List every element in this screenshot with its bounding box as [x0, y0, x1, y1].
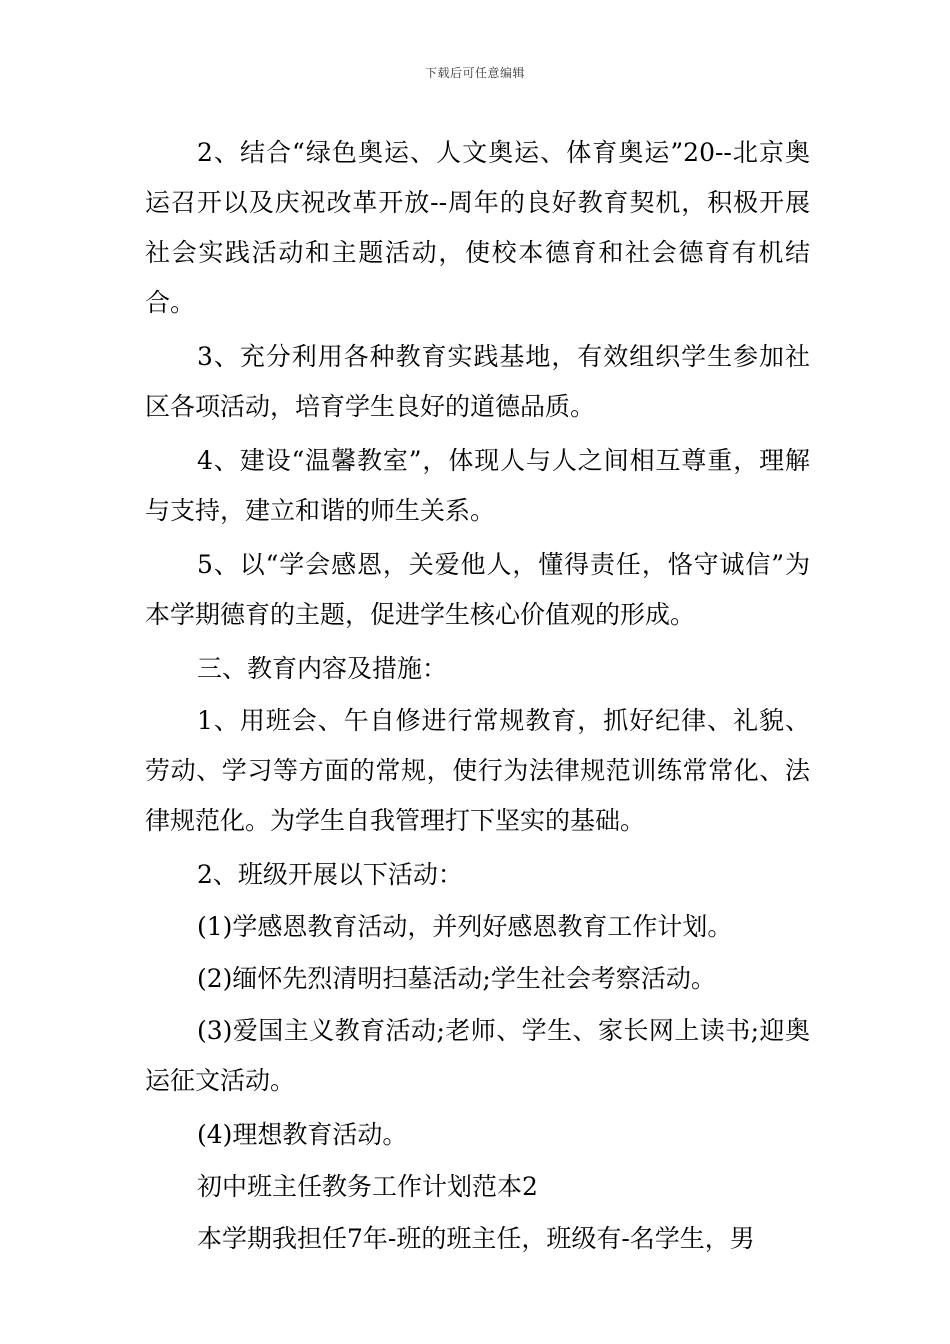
paragraph-item-2: 2、结合“绿色奥运、人文奥运、体育奥运”20--北京奥运召开以及庆祝改革开放--周年的良好教育契机，积极开展社会实践活动和主题活动，使校本德育和社会德育有机结合。: [145, 138, 810, 317]
paragraph-measure-1: 1、用班会、午自修进行常规教育，抓好纪律、礼貌、劳动、学习等方面的常规，使行为法律规范训练常常化、法律规范化。为学生自我管理打下坚实的基础。: [145, 706, 810, 835]
document-body: [145, 128, 810, 1268]
activity-item-1: (1)学感恩教育活动，并列好感恩教育工作计划。: [197, 912, 733, 941]
paragraph-measure-2: 2、班级开展以下活动：: [197, 860, 463, 889]
activity-item-3: (3)爱国主义教育活动;老师、学生、家长网上读书;迎奥运征文活动。: [145, 1016, 810, 1095]
section-title-plan-2: 初中班主任教务工作计划范本2: [197, 1172, 538, 1201]
paragraph-item-5: 5、以“学会感恩，关爱他人，懂得责任，恪守诚信”为本学期德育的主题，促进学生核心价值观的形成。: [145, 550, 810, 629]
paragraph-plan-2-intro: 本学期我担任7年-班的班主任，班级有-名学生，男: [197, 1224, 755, 1253]
paragraph-item-4: 4、建设“温馨教室”，体现人与人之间相互尊重，理解与支持，建立和谐的师生关系。: [145, 446, 810, 525]
activity-item-4: (4)理想教育活动。: [197, 1120, 408, 1149]
activity-item-2: (2)缅怀先烈清明扫墓活动;学生社会考察活动。: [197, 964, 716, 993]
paragraph-item-3: 3、充分利用各种教育实践基地，有效组织学生参加社区各项活动，培育学生良好的道德品质。: [145, 342, 810, 421]
header-note: 下载后可任意编辑: [424, 66, 525, 80]
section-heading-three: 三、教育内容及措施：: [197, 654, 448, 683]
